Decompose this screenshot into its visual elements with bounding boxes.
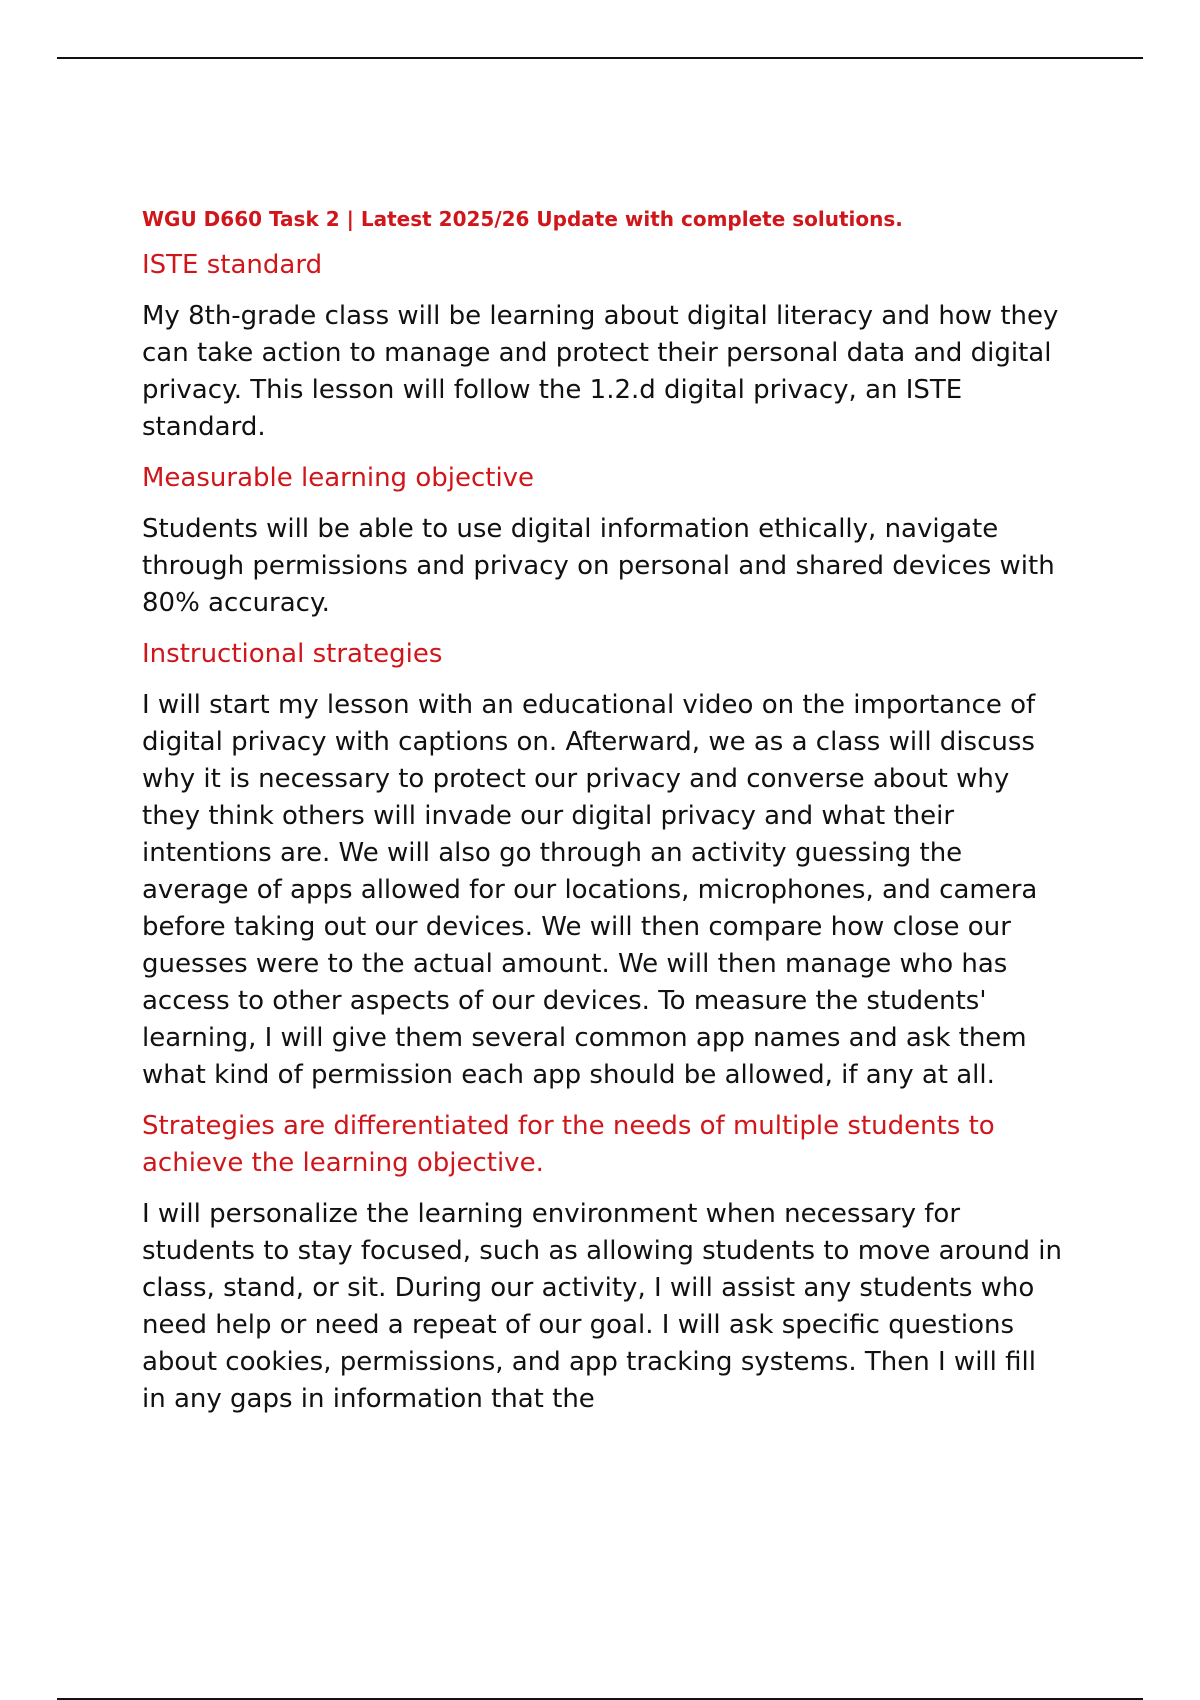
section-body: Students will be able to use digital information ethically, navigate through permissions and privacy on personal and shared devices with 80% accuracy. [142,514,1055,618]
section-learning-objective [142,460,1062,622]
section-body: I will personalize the learning environment when necessary for students to stay focused, such as allowing students to move around in class, stand, or sit. During our activity, I will assist any students who need help or need a repeat of our goal. I will ask specific questions about cookies, permissions, and app tracking systems. Then I will fill in any gaps in information that the [142,1199,1062,1414]
section-heading: Measurable learning objective [142,463,535,493]
section-body: My 8th-grade class will be learning about digital literacy and how they can take action to manage and protect their personal data and digital privacy. This lesson will follow the 1.2.d digital privacy, an ISTE standard. [142,301,1059,442]
document-title: WGU D660 Task 2 | Latest 2025/26 Update with complete solutions. [142,207,903,231]
section-body: I will start my lesson with an educational video on the importance of digital privacy with captions on. Afterward, we as a class will discuss why it is necessary to protect our privacy and converse about why they think others will invade our digital privacy and what their intentions are. We will also go through an activity guessing the average of apps allowed for our locations, microphones, and camera before taking out our devices. We will then compare how close our guesses were to the actual amount. We will then manage who has access to other aspects of our devices. To measure the students' learning, I will give them several common app names and ask them what kind of permission each app should be allowed, if any at all. [142,690,1038,1090]
document-content [142,204,1062,1432]
section-iste-standard [142,247,1062,446]
section-instructional-strategies [142,636,1062,1094]
section-heading: ISTE standard [142,250,323,280]
top-rule [57,57,1143,59]
section-differentiated-strategies [142,1108,1062,1418]
section-heading: Instructional strategies [142,639,443,669]
section-heading: Strategies are differentiated for the needs of multiple students to achieve the learning objective. [142,1111,995,1178]
